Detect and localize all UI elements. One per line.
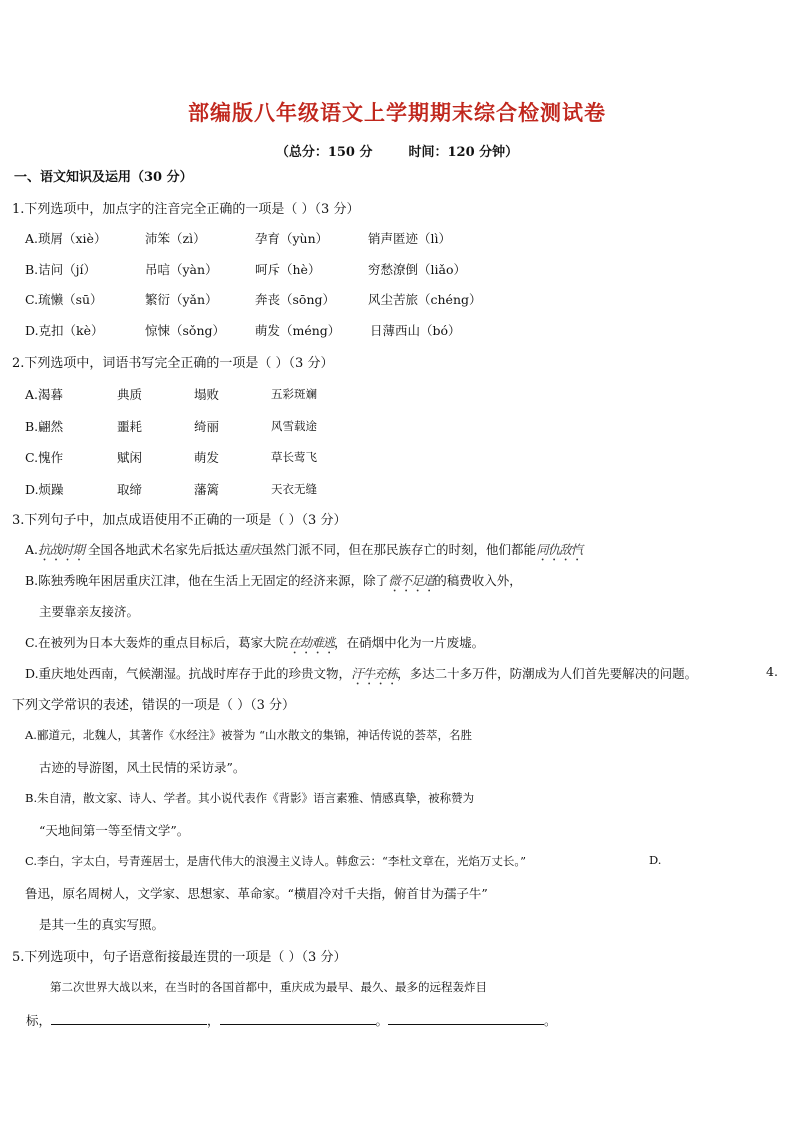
q2-option-a-3: 塌败: [194, 387, 220, 402]
q1-option-b-1: B.诘问（jí）: [25, 262, 97, 277]
q2-option-c-1: C.愧作: [25, 450, 64, 465]
q5-blank-3[interactable]: [388, 1012, 544, 1025]
q3-option-d-idiom: 汗牛充栋: [351, 666, 398, 681]
q5-sep-1: ，: [207, 1013, 220, 1028]
section-heading: 一、语文知识及运用（30 分）: [14, 170, 193, 185]
q1-option-d-2: 惊悚（sǒng）: [145, 323, 225, 338]
q4-option-b-line-2: “天地间第一等至情文学”。: [39, 823, 190, 838]
q1-option-b-2: 吊唁（yàn）: [145, 262, 218, 277]
q2-option-b-4: 风雪载途: [271, 419, 317, 433]
q5-sep-3: 。: [544, 1013, 557, 1028]
q2-option-a-1: A.渴暮: [25, 387, 64, 402]
exam-subtitle: [0, 141, 794, 160]
total-score: （总分：150 分: [275, 145, 373, 160]
q3-option-d: [25, 664, 697, 688]
q1-option-c-3: 奔丧（sōng）: [255, 292, 335, 307]
q3-option-b-line-2: 主要靠亲友接济。: [39, 604, 140, 619]
q1-option-d-1: D.克扣（kè）: [25, 323, 104, 338]
q1-option-b-4: 穷愁潦倒（liǎo）: [368, 262, 466, 277]
q1-option-c-4: 风尘苦旅（chéng）: [368, 292, 482, 307]
q3-option-a-idiom-3: 同仇敌忾: [536, 542, 583, 557]
q1-option-a-3: 孕育（yùn）: [255, 231, 329, 246]
q2-option-b-1: B.翩然: [25, 419, 64, 434]
question-3-stem: 3.下列句子中，加点成语使用不正确的一项是（ ）（3 分）: [12, 513, 347, 528]
q3-option-c-idiom: 在劫难逃: [288, 635, 335, 650]
q1-option-a-2: 沛笨（zì）: [145, 231, 206, 246]
q2-option-a-4: 五彩斑斓: [271, 387, 317, 401]
q4-option-d-line-2: 是其一生的真实写照。: [39, 917, 165, 932]
q2-option-d-2: 取缔: [117, 482, 143, 497]
q5-passage-start: 标，: [26, 1013, 52, 1028]
q4-option-a-line-2: 古迹的导游图，风土民情的采访录”。: [39, 760, 246, 775]
q3-option-b-text-1: B.陈独秀晚年困居重庆江津，他在生活上无固定的经济来源，除了: [25, 573, 389, 588]
q2-option-b-3: 绮丽: [194, 419, 220, 434]
question-5-stem: 5.下列选项中，句子语意衔接最连贯的一项是（ ）（3 分）: [12, 950, 347, 965]
q5-blank-2[interactable]: [220, 1012, 376, 1025]
q3-option-a-text-1: 全国各地武术名家先后抵达: [88, 542, 239, 557]
q2-option-b-2: 噩耗: [117, 419, 143, 434]
q3-option-d-text-2: ，多达二十多万件，防潮成为人们首先要解决的问题。: [397, 666, 698, 681]
q2-option-d-3: 藩篱: [194, 482, 220, 497]
q1-option-c-2: 繁衍（yǎn）: [145, 292, 218, 307]
q2-option-d-4: 天衣无缝: [271, 482, 317, 496]
q3-option-a: [25, 540, 582, 564]
exam-title: 部编版八年级语文上学期期末综合检测试卷: [188, 101, 606, 125]
q3-option-a-text-2: 虽然门派不同，但在那民族存亡的时刻，他们都能: [261, 542, 537, 557]
q3-option-c-text-1: C.在被列为日本大轰炸的重点目标后，葛家大院: [25, 635, 289, 650]
q3-option-a-idiom-2: 重庆: [238, 542, 262, 557]
question-2-stem: 2.下列选项中，词语书写完全正确的一项是（ ）（3 分）: [12, 356, 334, 371]
q4-option-d-label: D.: [649, 853, 662, 867]
q1-option-a-4: 销声匿迹（lì）: [368, 231, 451, 246]
question-4-number: 4.: [766, 664, 778, 679]
q1-option-a-1: A.琐屑（xiè）: [25, 231, 107, 246]
q5-passage-line-1: 第二次世界大战以来，在当时的各国首都中，重庆成为最早、最久、最多的远程轰炸目: [50, 980, 487, 994]
q2-option-c-3: 萌发: [194, 450, 220, 465]
q5-sep-2: 。: [375, 1013, 389, 1028]
q2-option-c-4: 草长莺飞: [271, 450, 317, 464]
q3-option-d-text-1: D.重庆地处西南，气候潮湿。抗战时库存于此的珍贵文物，: [25, 666, 352, 681]
q4-option-d-line-1: 鲁迅，原名周树人，文学家、思想家、革命家。“横眉冷对千夫指，俯首甘为孺子牛”: [25, 886, 488, 901]
question-4-stem: 下列文学常识的表述，错误的一项是（ ）（3 分）: [12, 698, 296, 713]
q5-blank-1[interactable]: [51, 1012, 207, 1025]
time-limit: 时间：120 分钟）: [408, 145, 519, 160]
q3-option-b-text-2: 的稿费收入外，: [434, 573, 522, 588]
q3-option-a-idiom-1: 抗战时期: [38, 542, 85, 557]
q3-option-b-line-1: [25, 571, 522, 595]
q1-option-b-3: 呵斥（hè）: [255, 262, 321, 277]
q1-option-d-4: 日薄西山（bó）: [370, 323, 461, 338]
q1-option-d-3: 萌发（méng）: [255, 323, 341, 338]
q4-option-c-line-1: C.李白，字太白，号青莲居士，是唐代伟大的浪漫主义诗人。韩愈云：“李杜文章在，光焰万丈长。”: [25, 854, 527, 868]
q4-option-b-line-1: B.朱自清，散文家、诗人、学者。其小说代表作《背影》语言素雅、情感真挚，被称赞为: [25, 791, 475, 805]
question-1-stem: 1.下列选项中，加点字的注音完全正确的一项是（ ）（3 分）: [12, 202, 360, 217]
q3-option-b-idiom: 微不足道: [388, 573, 435, 588]
q2-option-d-1: D.烦躁: [25, 482, 64, 497]
q4-option-a-line-1: A.郦道元，北魏人，其著作《水经注》被誉为 “山水散文的集锦，神话传说的荟萃，名胜: [25, 728, 472, 742]
q1-option-c-1: C.琉懒（sū）: [25, 292, 103, 307]
q3-option-c-text-2: ，在硝烟中化为一片废墟。: [334, 635, 485, 650]
q3-option-a-label: A.: [25, 542, 39, 557]
q2-option-a-2: 典质: [117, 387, 143, 402]
q2-option-c-2: 赋闲: [117, 450, 143, 465]
q3-option-c: [25, 633, 484, 657]
q5-passage-line-2: [26, 1011, 557, 1029]
